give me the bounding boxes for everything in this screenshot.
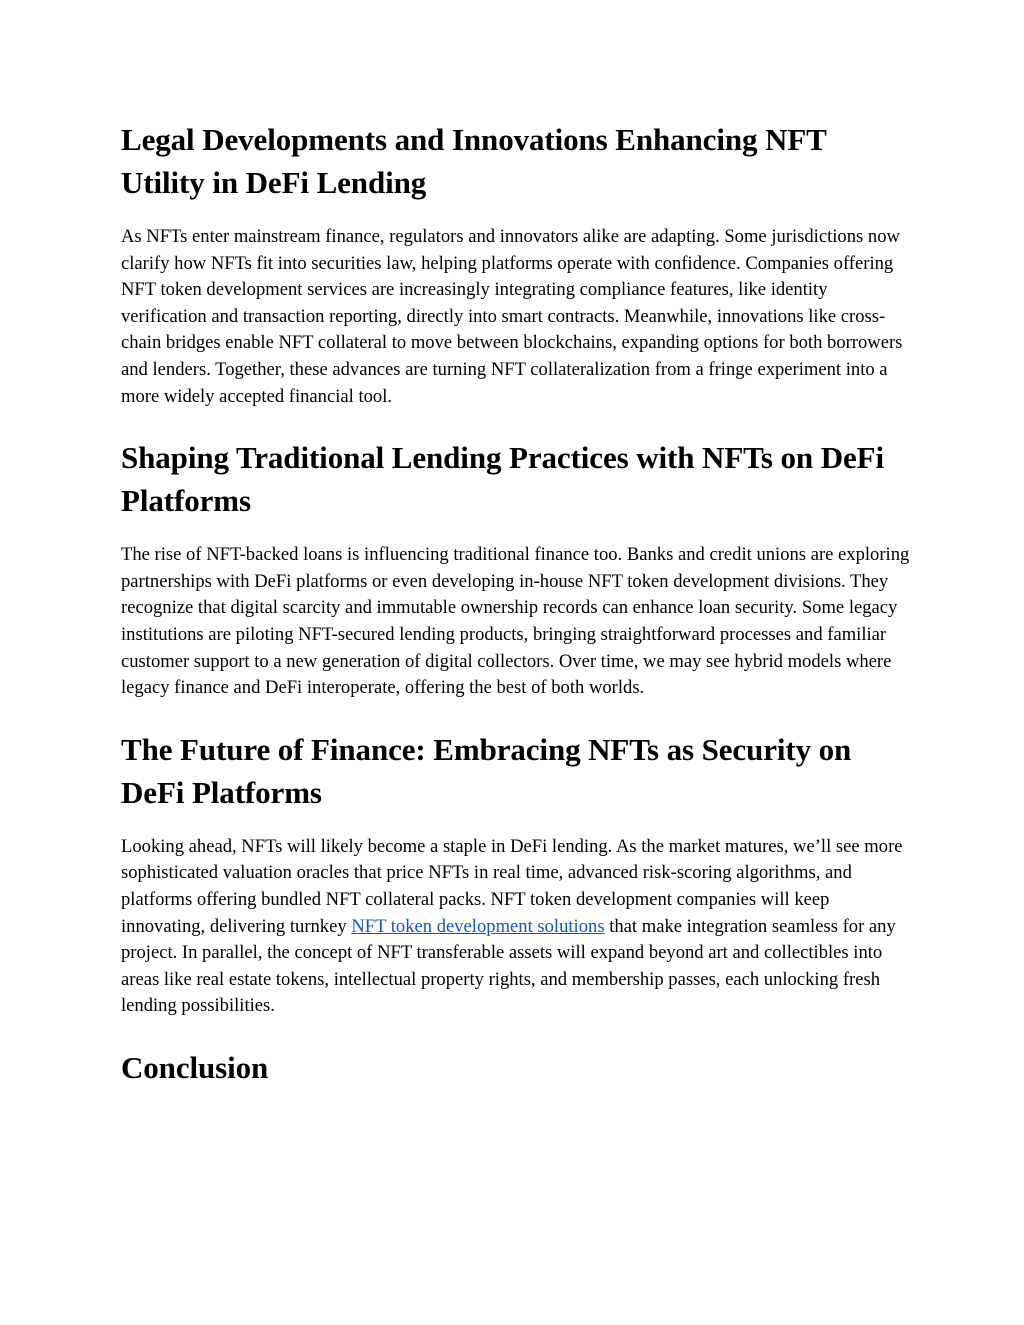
section-heading-future: The Future of Finance: Embracing NFTs as Security on DeFi Platforms — [121, 731, 852, 810]
section-paragraph-legal: As NFTs enter mainstream finance, regulators and innovators alike are adapting. Some jurisdictions now clarify how NFTs fit into securities law, helping platforms operate with confidence. Companies offering NFT token development services are increasingly integrating compliance features, like identity verification and transaction reporting, directly into smart contracts. Meanwhile, innovations like cross-chain bridges enable NFT collateral to move between blockchains, expanding options for both borrowers and lenders. Together, these advances are turning NFT collateralization from a fringe experiment into a more widely accepted financial tool. — [121, 226, 903, 407]
section-heading-legal: Legal Developments and Innovations Enhancing NFT Utility in DeFi Lending — [121, 122, 827, 200]
section-heading-conclusion: Conclusion — [121, 1049, 269, 1085]
section-paragraph-future — [121, 834, 911, 1020]
paragraph-text-before-link: Looking ahead, NFTs will likely become a staple in DeFi lending. As the market matures, we’ll see more sophisticated valuation oracles that price NFTs in real time, advanced risk-scoring algorithms, and platforms offering bundled NFT collateral packs. NFT token development companies will keep innovating, delivering turnkey — [121, 835, 903, 937]
section-paragraph-shaping: The rise of NFT-backed loans is influencing traditional finance too. Banks and credit unions are exploring partnerships with DeFi platforms or even developing in-house NFT token development divisions. They recognize that digital scarcity and immutable ownership records can enhance loan security. Some legacy institutions are piloting NFT-secured lending products, bringing straightforward processes and familiar customer support to a new generation of digital collectors. Over time, we may see hybrid models where legacy finance and DeFi interoperate, offering the best of both worlds. — [121, 544, 910, 699]
document-page — [121, 118, 911, 1089]
paragraph-text-after-link: that make integration seamless for any project. In parallel, the concept of NFT transferable assets will expand beyond art and collectibles into areas like real estate tokens, intellectual property rights, and membership passes, each unlocking fresh lending possibilities. — [121, 915, 896, 1017]
section-heading-shaping: Shaping Traditional Lending Practices with NFTs on DeFi Platforms — [121, 440, 885, 519]
nft-solutions-link[interactable]: NFT token development solutions — [351, 915, 605, 937]
